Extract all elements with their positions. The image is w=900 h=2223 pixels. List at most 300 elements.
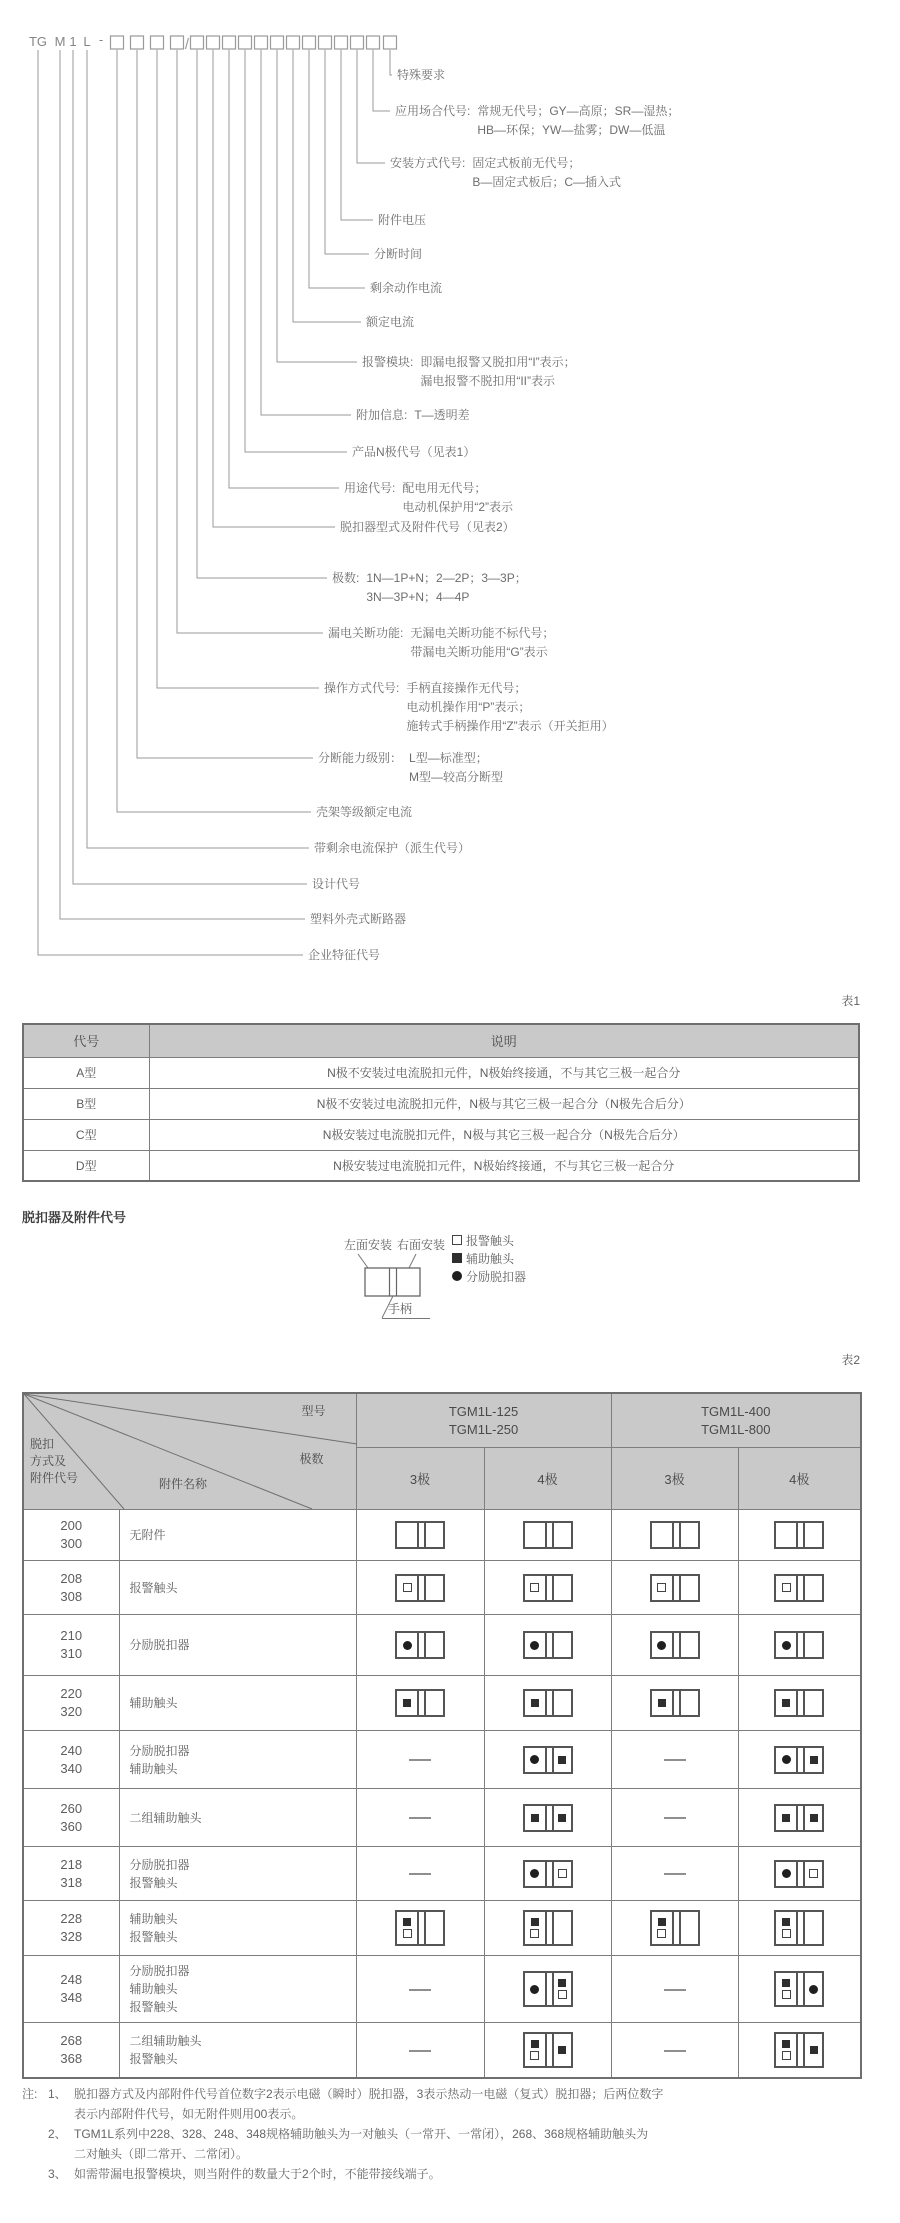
- left-compartment: [397, 1691, 417, 1715]
- trip-code: 240: [60, 1742, 83, 1758]
- breaker-icon: [523, 1860, 573, 1888]
- note-line: 表示内部附件代号，如无附件则用00表示。: [74, 2107, 304, 2121]
- table2-tag: 表2: [841, 1353, 860, 1367]
- auxiliary-contact-icon: [403, 1918, 411, 1926]
- code-stem: [197, 50, 327, 578]
- auxiliary-contact-icon: [782, 1814, 790, 1822]
- left-mount-label: 左面安装: [344, 1238, 393, 1252]
- right-compartment: [805, 1912, 822, 1944]
- handle-strip: [672, 1912, 681, 1944]
- right-compartment: [681, 1576, 698, 1600]
- handle-strip: [796, 1691, 805, 1715]
- code-label: [308, 946, 380, 965]
- left-compartment: [776, 1748, 796, 1772]
- configuration-cell: [611, 2023, 738, 2078]
- code-label-line: 带剩余电流保护（派生代号）: [314, 841, 471, 855]
- code-stem: [157, 50, 319, 688]
- code-label-line: 额定电流: [366, 315, 415, 329]
- left-compartment: [776, 1576, 796, 1600]
- right-compartment: [554, 1912, 571, 1944]
- accessory-name: 辅助触头: [129, 1982, 178, 1996]
- code-box: [351, 36, 364, 49]
- configuration-cell: [484, 1561, 611, 1615]
- right-compartment: [554, 1806, 571, 1830]
- code-label: [340, 518, 515, 537]
- code-box: [171, 36, 184, 49]
- table2: [22, 1392, 862, 2079]
- left-compartment: [397, 1523, 417, 1547]
- breaker-icon: [650, 1910, 700, 1946]
- alarm-contact-icon: [558, 1869, 567, 1878]
- breaker-icon: [523, 1521, 573, 1549]
- table2-row: [23, 1510, 861, 1561]
- right-compartment: [554, 1691, 571, 1715]
- accessory-name: 分励脱扣器: [129, 1857, 190, 1872]
- breaker-icon: [774, 1631, 824, 1659]
- breaker-icon: [774, 1860, 824, 1888]
- handle-strip: [417, 1523, 426, 1547]
- code-label: [390, 154, 621, 192]
- code-label-line: M型—较高分断型: [409, 770, 504, 784]
- configuration-cell: [611, 1510, 738, 1561]
- left-compartment: [525, 1748, 545, 1772]
- description-cell: N极不安装过电流脱扣元件，N极与其它三极一起合分（N极先合后分）: [149, 1088, 859, 1119]
- note-line: TGM1L系列中228、328、248、348规格辅助触头为一对触头（一常开、一常闭），268、368规格辅助触头为: [74, 2127, 649, 2141]
- left-compartment: [776, 2034, 796, 2066]
- configuration-cell: [356, 1676, 484, 1731]
- handle-strip: [796, 1973, 805, 2005]
- shunt-release-icon: [403, 1641, 412, 1650]
- left-compartment: [776, 1973, 796, 2005]
- configuration-cell: [738, 1676, 861, 1731]
- code-label-line: 漏电报警不脱扣用“II”表示: [420, 374, 556, 388]
- handle-strip: [545, 1973, 554, 2005]
- code-box: [223, 36, 236, 49]
- auxiliary-contact-icon: [782, 1699, 790, 1707]
- auxiliary-contact-icon: [531, 1814, 539, 1822]
- handle-strip: [545, 1576, 554, 1600]
- breaker-icon: [774, 1574, 824, 1602]
- auxiliary-contact-icon: [810, 1756, 818, 1764]
- accessory-name-cell: [119, 1676, 356, 1731]
- code-label: [324, 679, 614, 736]
- accessory-name-cell: [119, 2023, 356, 2078]
- handle-strip: [672, 1691, 681, 1715]
- trip-code-cell: [23, 1901, 119, 1956]
- code-label: [366, 313, 414, 332]
- configuration-cell: [484, 1789, 611, 1847]
- trip-code-cell: [23, 1956, 119, 2023]
- right-compartment: [554, 1973, 571, 2005]
- configuration-cell: [611, 1731, 738, 1789]
- breaker-icon: [774, 2032, 824, 2068]
- accessory-name: 报警触头: [129, 1580, 178, 1595]
- corner-poles-label: 极数: [299, 1452, 324, 1466]
- note-number: 1、: [48, 2087, 67, 2101]
- breaker-icon: [774, 1521, 824, 1549]
- shunt-release-icon: [657, 1641, 666, 1650]
- code-stem: [73, 50, 307, 884]
- configuration-cell: [356, 1615, 484, 1676]
- configuration-cell: [738, 2023, 861, 2078]
- code-label-line: 脱扣器型式及附件代号（见表2）: [340, 520, 515, 534]
- auxiliary-contact-icon: [558, 1814, 566, 1822]
- separator-char: -: [98, 32, 104, 47]
- accessory-name-cell: [119, 1510, 356, 1561]
- code-label-line: 设计代号: [312, 877, 361, 891]
- table2-row: [23, 1956, 861, 2023]
- model-prefix-char: M: [54, 34, 66, 49]
- not-available-dash: [664, 1873, 686, 1875]
- code-stem: [245, 50, 347, 452]
- code-label-line: B—固定式板后；C—插入式: [472, 175, 622, 189]
- legend-item: [452, 1267, 526, 1285]
- table1-tag: 表1: [841, 994, 860, 1008]
- auxiliary-contact-icon: [810, 1814, 818, 1822]
- accessory-name-cell: [119, 1901, 356, 1956]
- code-label-title: 报警模块:: [362, 355, 414, 369]
- code-stem: [117, 50, 311, 812]
- accessory-name: 分励脱扣器: [129, 1743, 190, 1758]
- notes-prefix: [22, 2124, 48, 2164]
- left-compartment: [525, 1973, 545, 2005]
- configuration-cell: [611, 1789, 738, 1847]
- left-compartment: [397, 1633, 417, 1657]
- alarm-contact-icon: [530, 1929, 539, 1938]
- note-item: [22, 2124, 882, 2164]
- breaker-icon: [650, 1574, 700, 1602]
- accessory-name: 辅助触头: [129, 1912, 178, 1926]
- handle-label: 手柄: [388, 1302, 413, 1316]
- code-label-title: 漏电关断功能:: [328, 626, 404, 640]
- code-box: [287, 36, 300, 49]
- not-available-dash: [409, 1759, 431, 1761]
- trip-code: 220: [60, 1686, 83, 1701]
- right-compartment: [554, 2034, 571, 2066]
- code-label-title: 极数:: [332, 571, 360, 585]
- left-compartment: [525, 1633, 545, 1657]
- note-number: 2、: [48, 2127, 67, 2141]
- code-box: [319, 36, 332, 49]
- shunt-release-icon: [452, 1271, 462, 1281]
- auxiliary-contact-icon: [403, 1699, 411, 1707]
- breaker-icon: [774, 1804, 824, 1832]
- note-line: 如需带漏电报警模块，则当附件的数量大于2个时，不能带接线端子。: [74, 2167, 441, 2181]
- handle-strip: [417, 1691, 426, 1715]
- code-label: [328, 624, 554, 662]
- right-compartment: [554, 1576, 571, 1600]
- left-compartment: [776, 1806, 796, 1830]
- model-prefix-char: 1: [69, 34, 77, 49]
- breaker-icon: [523, 1910, 573, 1946]
- code-box: [271, 36, 284, 49]
- right-compartment: [805, 1748, 822, 1772]
- right-compartment: [805, 1691, 822, 1715]
- right-compartment: [554, 1862, 571, 1886]
- trip-code: 360: [60, 1818, 83, 1834]
- code-stem: [38, 50, 303, 955]
- configuration-cell: [738, 1847, 861, 1901]
- code-label-line: 常规无代号；GY—高原；SR—湿热；: [477, 104, 680, 118]
- handle-strip: [796, 1748, 805, 1772]
- code-stem: [60, 50, 305, 919]
- configuration-cell: [738, 1615, 861, 1676]
- code-stem: [137, 50, 313, 758]
- table1-row: [23, 1119, 859, 1150]
- code-label-line: 配电用无代号；: [402, 481, 487, 495]
- table2-row: [23, 1731, 861, 1789]
- left-compartment: [525, 1862, 545, 1886]
- table2-row: [23, 1789, 861, 1847]
- type-code-cell: C型: [23, 1119, 149, 1150]
- handle-strip: [796, 1523, 805, 1547]
- configuration-cell: [484, 1901, 611, 1956]
- auxiliary-contact-icon: [782, 1918, 790, 1926]
- accessory-name: 报警触头: [129, 1875, 178, 1890]
- accessory-name: 辅助触头: [129, 1696, 178, 1710]
- code-stem: [87, 50, 309, 848]
- handle-strip: [545, 1862, 554, 1886]
- code-label-title: 操作方式代号:: [324, 681, 400, 695]
- table2-row: [23, 1615, 861, 1676]
- handle-strip: [796, 1862, 805, 1886]
- right-compartment: [805, 1973, 822, 2005]
- table2-corner-cell: [23, 1393, 356, 1510]
- code-label-line: 塑料外壳式断路器: [310, 912, 407, 926]
- right-compartment: [681, 1523, 698, 1547]
- left-compartment: [776, 1912, 796, 1944]
- trip-code: 348: [60, 1990, 83, 2005]
- code-stem: [357, 50, 385, 163]
- auxiliary-contact-icon: [658, 1699, 666, 1707]
- code-label-title: 附加信息:: [356, 408, 408, 422]
- not-available-dash: [409, 1817, 431, 1819]
- configuration-cell: [484, 2023, 611, 2078]
- left-compartment: [397, 1912, 417, 1944]
- left-compartment: [525, 1691, 545, 1715]
- handle-strip: [417, 1576, 426, 1600]
- description-cell: N极不安装过电流脱扣元件，N极始终接通，不与其它三极一起合分: [149, 1057, 859, 1088]
- code-label-line: 无漏电关断功能不标代号；: [410, 626, 555, 640]
- right-compartment: [426, 1523, 443, 1547]
- code-label-line: 施转式手柄操作用“Z”表示（开关拒用）: [406, 719, 614, 733]
- left-compartment: [776, 1691, 796, 1715]
- handle-strip: [545, 1912, 554, 1944]
- code-label: [316, 803, 412, 822]
- model-group-2: TGM1L-400 TGM1L-800: [611, 1393, 861, 1448]
- corner-code-label: 脱扣 方式及 附件代号: [30, 1437, 79, 1485]
- left-compartment: [652, 1691, 672, 1715]
- handle-strip: [417, 1633, 426, 1657]
- description-cell: N极安装过电流脱扣元件，N极与其它三极一起合分（N极先合后分）: [149, 1119, 859, 1150]
- configuration-cell: [484, 1510, 611, 1561]
- right-compartment: [426, 1691, 443, 1715]
- right-compartment: [805, 2034, 822, 2066]
- code-label-line: 1N—1P+N；2—2P；3—3P；: [366, 571, 527, 585]
- code-label-line: 电动机保护用“2”表示: [402, 500, 514, 514]
- handle-strip: [672, 1633, 681, 1657]
- code-box: [255, 36, 268, 49]
- shunt-release-icon: [809, 1985, 818, 1994]
- shunt-release-icon: [782, 1869, 791, 1878]
- configuration-cell: [356, 1731, 484, 1789]
- alarm-contact-icon: [530, 1583, 539, 1592]
- configuration-cell: [738, 1789, 861, 1847]
- code-box: [111, 36, 124, 49]
- accessory-name-cell: [119, 1847, 356, 1901]
- right-compartment: [805, 1523, 822, 1547]
- accessory-name: 报警触头: [129, 2000, 178, 2014]
- model-prefix-char: L: [83, 34, 91, 49]
- legend-item: [452, 1249, 526, 1267]
- code-label-line: 3N—3P+N；4—4P: [366, 590, 470, 604]
- breaker-icon: [523, 1971, 573, 2007]
- trip-code: 318: [60, 1874, 83, 1890]
- auxiliary-contact-icon: [558, 1979, 566, 1987]
- breaker-icon: [395, 1574, 445, 1602]
- code-box: [303, 36, 316, 49]
- alarm-contact-icon: [657, 1583, 666, 1592]
- accessory-name-cell: [119, 1956, 356, 2023]
- alarm-contact-icon: [657, 1929, 666, 1938]
- configuration-cell: [484, 1615, 611, 1676]
- right-compartment: [805, 1806, 822, 1830]
- accessory-name: 辅助触头: [129, 1761, 178, 1776]
- left-compartment: [776, 1633, 796, 1657]
- alarm-contact-icon: [403, 1929, 412, 1938]
- code-stem: [277, 50, 357, 362]
- shunt-release-icon: [530, 1755, 539, 1764]
- configuration-cell: [356, 1847, 484, 1901]
- code-label-line: 附件电压: [378, 213, 427, 227]
- handle-strip: [796, 1576, 805, 1600]
- breaker-icon: [523, 1804, 573, 1832]
- code-label-title: 安装方式代号:: [390, 156, 466, 170]
- shunt-release-icon: [530, 1869, 539, 1878]
- auxiliary-contact-icon: [782, 1979, 790, 1987]
- accessory-name: 无附件: [129, 1528, 166, 1542]
- table1-row: [23, 1088, 859, 1119]
- not-available-dash: [664, 2050, 686, 2052]
- right-compartment: [805, 1633, 822, 1657]
- not-available-dash: [409, 1873, 431, 1875]
- trip-code: 308: [60, 1588, 83, 1604]
- breaker-icon: [650, 1689, 700, 1717]
- configuration-cell: [356, 1561, 484, 1615]
- code-label-line: 企业特征代号: [308, 948, 381, 962]
- note-item: [22, 2164, 882, 2184]
- auxiliary-contact-icon: [558, 2046, 566, 2054]
- trip-code-cell: [23, 1731, 119, 1789]
- accessory-name-cell: [119, 1731, 356, 1789]
- model-code-diagram: [0, 0, 900, 975]
- type-code-cell: D型: [23, 1150, 149, 1181]
- configuration-cell: [611, 1956, 738, 2023]
- handle-strip: [545, 1748, 554, 1772]
- table1: [22, 1023, 860, 1182]
- table2-row: [23, 1847, 861, 1901]
- configuration-cell: [611, 1615, 738, 1676]
- alarm-contact-icon: [809, 1869, 818, 1878]
- table1-header-desc: 说明: [149, 1024, 859, 1057]
- description-cell: N极安装过电流脱扣元件，N极始终接通，不与其它三极一起合分: [149, 1150, 859, 1181]
- slash-char: /: [184, 36, 190, 53]
- auxiliary-contact-icon: [658, 1918, 666, 1926]
- accessory-name-cell: [119, 1789, 356, 1847]
- trip-code: 268: [60, 2032, 83, 2048]
- model-prefix-char: TG: [28, 34, 48, 49]
- table2-row: [23, 1676, 861, 1731]
- not-available-dash: [664, 1989, 686, 1991]
- right-compartment: [681, 1912, 698, 1944]
- code-label: [312, 875, 360, 894]
- legend-item: [452, 1231, 526, 1249]
- not-available-dash: [664, 1817, 686, 1819]
- trip-code-cell: [23, 2023, 119, 2078]
- configuration-cell: [611, 1676, 738, 1731]
- model-group-1: TGM1L-125 TGM1L-250: [356, 1393, 611, 1448]
- configuration-cell: [484, 1731, 611, 1789]
- handle-strip: [417, 1912, 426, 1944]
- legend-label: 报警触头: [466, 1233, 515, 1248]
- right-compartment: [426, 1576, 443, 1600]
- left-compartment: [525, 2034, 545, 2066]
- table2-row: [23, 2023, 861, 2078]
- auxiliary-contact-icon: [531, 1699, 539, 1707]
- breaker-icon: [650, 1631, 700, 1659]
- breaker-icon: [523, 1746, 573, 1774]
- breaker-icon: [774, 1689, 824, 1717]
- code-label: [344, 479, 513, 517]
- code-label-line: 带漏电关断功能用“G”表示: [410, 645, 548, 659]
- configuration-cell: [356, 1956, 484, 2023]
- handle-strip: [796, 1912, 805, 1944]
- auxiliary-contact-icon: [452, 1253, 462, 1263]
- handle-strip: [672, 1576, 681, 1600]
- alarm-contact-icon: [558, 1990, 567, 1999]
- trip-code: 248: [60, 1972, 83, 1987]
- trip-code: 320: [60, 1704, 83, 1719]
- breaker-icon: [523, 1631, 573, 1659]
- breaker-icon: [774, 1910, 824, 1946]
- breaker-icon: [774, 1971, 824, 2007]
- right-compartment: [681, 1691, 698, 1715]
- code-label: [314, 839, 470, 858]
- breaker-icon: [395, 1521, 445, 1549]
- accessory-name: 报警触头: [129, 2051, 178, 2066]
- breaker-icon: [523, 1574, 573, 1602]
- alarm-contact-icon: [782, 2051, 791, 2060]
- configuration-cell: [738, 1731, 861, 1789]
- trip-code: 218: [60, 1856, 83, 1872]
- configuration-cell: [738, 1510, 861, 1561]
- table2-row: [23, 1561, 861, 1615]
- trip-code: 200: [60, 1518, 83, 1533]
- configuration-cell: [484, 1676, 611, 1731]
- handle-strip: [545, 2034, 554, 2066]
- right-compartment: [426, 1912, 443, 1944]
- code-label: [310, 910, 406, 929]
- code-label: [352, 443, 475, 462]
- legend-label: 辅助触头: [466, 1251, 515, 1266]
- shunt-release-icon: [782, 1641, 791, 1650]
- handle-strip: [545, 1691, 554, 1715]
- code-label-line: 产品N极代号（见表1）: [352, 445, 476, 459]
- code-label-line: 即漏电报警又脱扣用“I”表示；: [420, 355, 576, 369]
- breaker-icon: [395, 1631, 445, 1659]
- type-code-cell: B型: [23, 1088, 149, 1119]
- breaker-icon: [650, 1521, 700, 1549]
